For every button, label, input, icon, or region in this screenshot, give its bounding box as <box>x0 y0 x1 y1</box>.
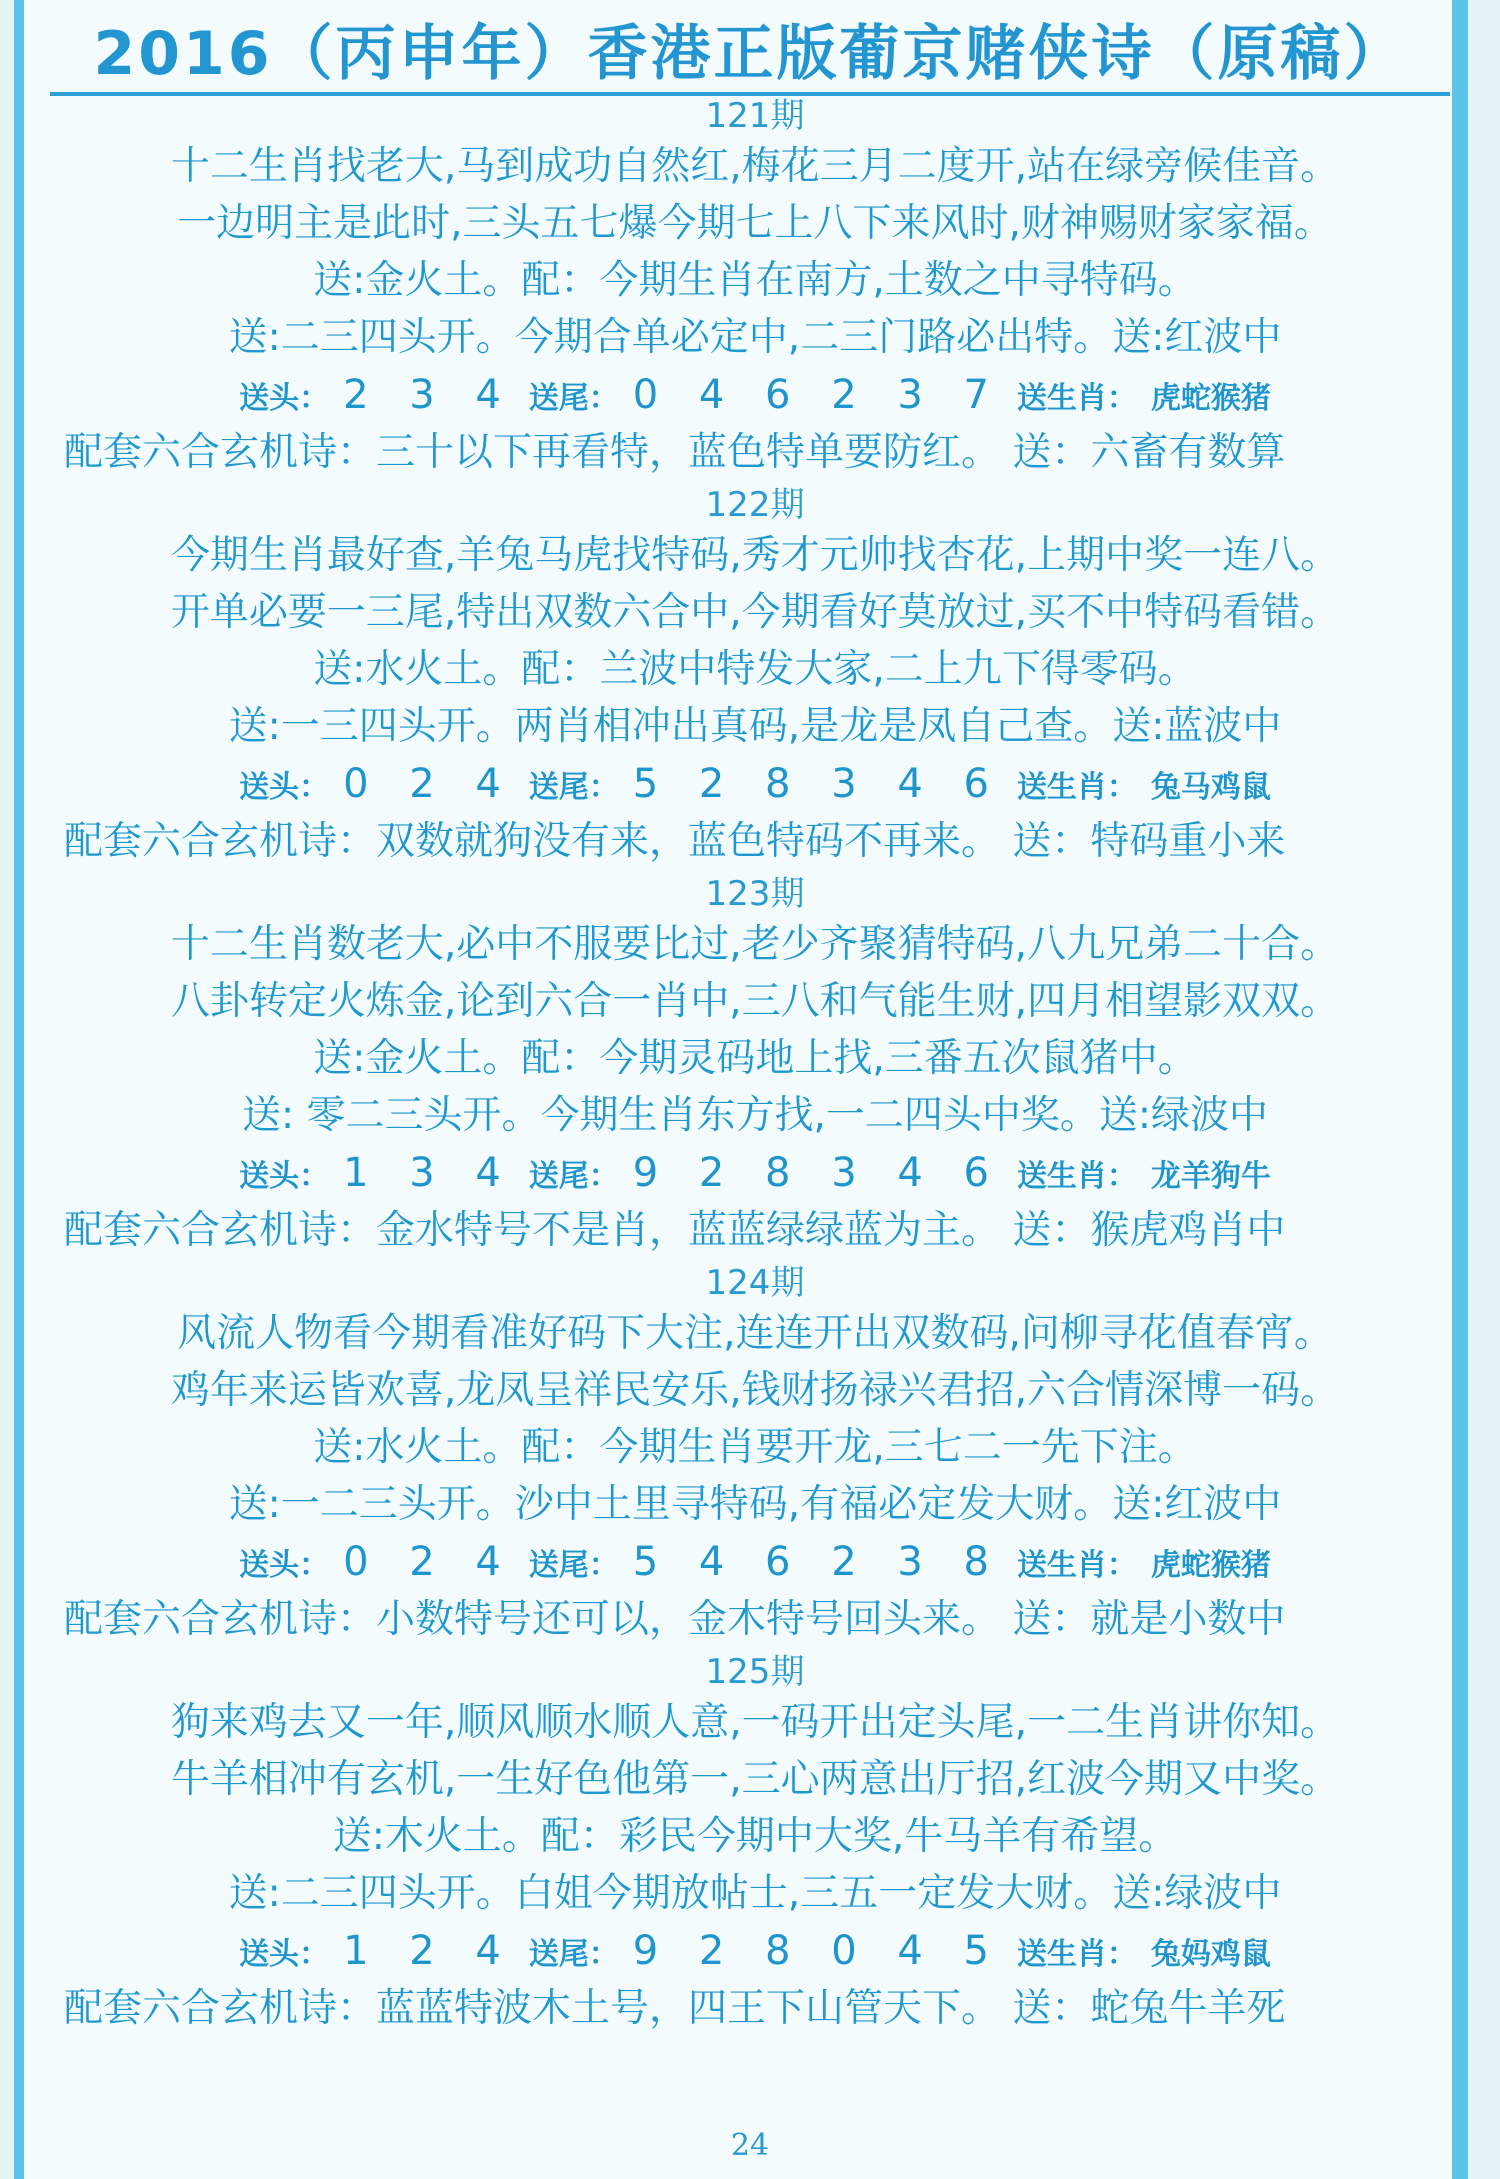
zodiac-animals: 兔马鸡鼠 <box>1150 770 1271 805</box>
period-125 <box>60 1650 1450 2037</box>
gift-line-2: 送:二三四头开。白姐今期放帖士,三五一定发大财。送:绿波中 <box>228 1871 1282 1916</box>
poem-line-1: 狗来鸡去又一年,顺风顺水顺人意,一码开出定头尾,一二生肖讲你知。 <box>170 1700 1340 1745</box>
poem-line-2: 开单必要一三尾,特出双数六合中,今期看好莫放过,买不中特码看错。 <box>170 590 1340 635</box>
codes-line <box>60 366 1450 424</box>
codes-line <box>60 1144 1450 1202</box>
match-poem-line: 配套六合玄机诗：双数就狗没有来，蓝色特码不再来。 送：特码重小来 <box>64 819 1286 864</box>
title-bar <box>50 6 1450 96</box>
zodiac-label: 送生肖： <box>1016 1548 1137 1583</box>
gift-line-1: 送:金火土。配：今期灵码地上找,三番五次鼠猪中。 <box>313 1036 1197 1081</box>
gift-line-2: 送:二三四头开。今期合单必定中,二三门路必出特。送:红波中 <box>228 315 1282 360</box>
head-label: 送头： <box>239 1159 330 1194</box>
tail-label: 送尾： <box>528 1159 619 1194</box>
head-label: 送头： <box>239 770 330 805</box>
match-poem-line: 配套六合玄机诗：金水特号不是肖，蓝蓝绿绿蓝为主。 送：猴虎鸡肖中 <box>64 1208 1286 1253</box>
poem-line-2: 八卦转定火炼金,论到六合一肖中,三八和气能生财,四月相望影双双。 <box>170 979 1340 1024</box>
tail-numbers: 0 4 6 2 3 7 <box>632 372 1003 418</box>
head-label: 送头： <box>239 1548 330 1583</box>
poem-line-2: 一边明主是此时,三头五七爆今期七上八下来风时,财神赐财家家福。 <box>177 201 1333 246</box>
zodiac-label: 送生肖： <box>1016 1937 1137 1972</box>
period-label: 121期 <box>705 96 805 136</box>
head-numbers: 2 3 4 <box>343 372 515 418</box>
tail-label: 送尾： <box>528 1937 619 1972</box>
head-numbers: 0 2 4 <box>343 761 515 807</box>
gift-line-1: 送:金火土。配：今期生肖在南方,土数之中寻特码。 <box>313 258 1197 303</box>
gift-line-1: 送:水火土。配：今期生肖要开龙,三七二一先下注。 <box>313 1425 1197 1470</box>
head-label: 送头： <box>239 1937 330 1972</box>
period-122 <box>60 483 1450 870</box>
head-label: 送头： <box>239 381 330 416</box>
zodiac-animals: 虎蛇猴猪 <box>1150 1548 1271 1583</box>
gift-line-1: 送:木火土。配：彩民今期中大奖,牛马羊有希望。 <box>332 1814 1178 1859</box>
head-numbers: 1 2 4 <box>343 1928 515 1974</box>
period-121 <box>60 94 1450 481</box>
tail-label: 送尾： <box>528 770 619 805</box>
tail-numbers: 5 4 6 2 3 8 <box>632 1539 1003 1585</box>
document-content <box>60 94 1450 2039</box>
zodiac-animals: 兔妈鸡鼠 <box>1150 1937 1271 1972</box>
period-124 <box>60 1261 1450 1648</box>
poem-line-1: 风流人物看今期看准好码下大注,连连开出双数码,问柳寻花值春宵。 <box>177 1311 1333 1356</box>
match-poem-line: 配套六合玄机诗：蓝蓝特波木土号，四王下山管天下。 送：蛇兔牛羊死 <box>64 1986 1286 2031</box>
match-poem-line: 配套六合玄机诗：小数特号还可以，金木特号回头来。 送：就是小数中 <box>64 1597 1286 1642</box>
period-label: 122期 <box>705 485 805 525</box>
poem-line-1: 十二生肖数老大,必中不服要比过,老少齐聚猜特码,八九兄弟二十合。 <box>170 922 1340 967</box>
zodiac-label: 送生肖： <box>1016 770 1137 805</box>
tail-label: 送尾： <box>528 1548 619 1583</box>
page-number: 24 <box>730 2128 770 2163</box>
match-poem-line: 配套六合玄机诗：三十以下再看特，蓝色特单要防红。 送：六畜有数算 <box>64 430 1286 475</box>
poem-line-1: 十二生肖找老大,马到成功自然红,梅花三月二度开,站在绿旁候佳音。 <box>170 144 1340 189</box>
codes-line <box>60 1922 1450 1980</box>
zodiac-label: 送生肖： <box>1016 1159 1137 1194</box>
poem-line-2: 牛羊相冲有玄机,一生好色他第一,三心两意出厅招,红波今期又中奖。 <box>170 1757 1340 1802</box>
poem-line-1: 今期生肖最好查,羊兔马虎找特码,秀才元帅找杏花,上期中奖一连八。 <box>170 533 1340 578</box>
gift-line-1: 送:水火土。配：兰波中特发大家,二上九下得零码。 <box>313 647 1197 692</box>
gift-line-2: 送:一二三头开。沙中土里寻特码,有福必定发大财。送:红波中 <box>228 1482 1282 1527</box>
period-label: 125期 <box>705 1652 805 1692</box>
page-title: 2016（丙申年）香港正版葡京赌侠诗（原稿） <box>93 19 1407 89</box>
period-label: 124期 <box>705 1263 805 1303</box>
tail-numbers: 9 2 8 0 4 5 <box>632 1928 1003 1974</box>
gift-line-2: 送:一三四头开。两肖相冲出真码,是龙是凤自己查。送:蓝波中 <box>228 704 1282 749</box>
head-numbers: 1 3 4 <box>343 1150 515 1196</box>
period-label: 123期 <box>705 874 805 914</box>
gift-line-2: 送: 零二三头开。今期生肖东方找,一二四头中奖。送:绿波中 <box>241 1093 1269 1138</box>
codes-line <box>60 1533 1450 1591</box>
head-numbers: 0 2 4 <box>343 1539 515 1585</box>
codes-line <box>60 755 1450 813</box>
zodiac-label: 送生肖： <box>1016 381 1137 416</box>
tail-numbers: 5 2 8 3 4 6 <box>632 761 1003 807</box>
zodiac-animals: 龙羊狗牛 <box>1150 1159 1271 1194</box>
poem-line-2: 鸡年来运皆欢喜,龙凤呈祥民安乐,钱财扬禄兴君招,六合情深博一码。 <box>170 1368 1340 1413</box>
period-123 <box>60 872 1450 1259</box>
tail-label: 送尾： <box>528 381 619 416</box>
zodiac-animals: 虎蛇猴猪 <box>1150 381 1271 416</box>
tail-numbers: 9 2 8 3 4 6 <box>632 1150 1003 1196</box>
